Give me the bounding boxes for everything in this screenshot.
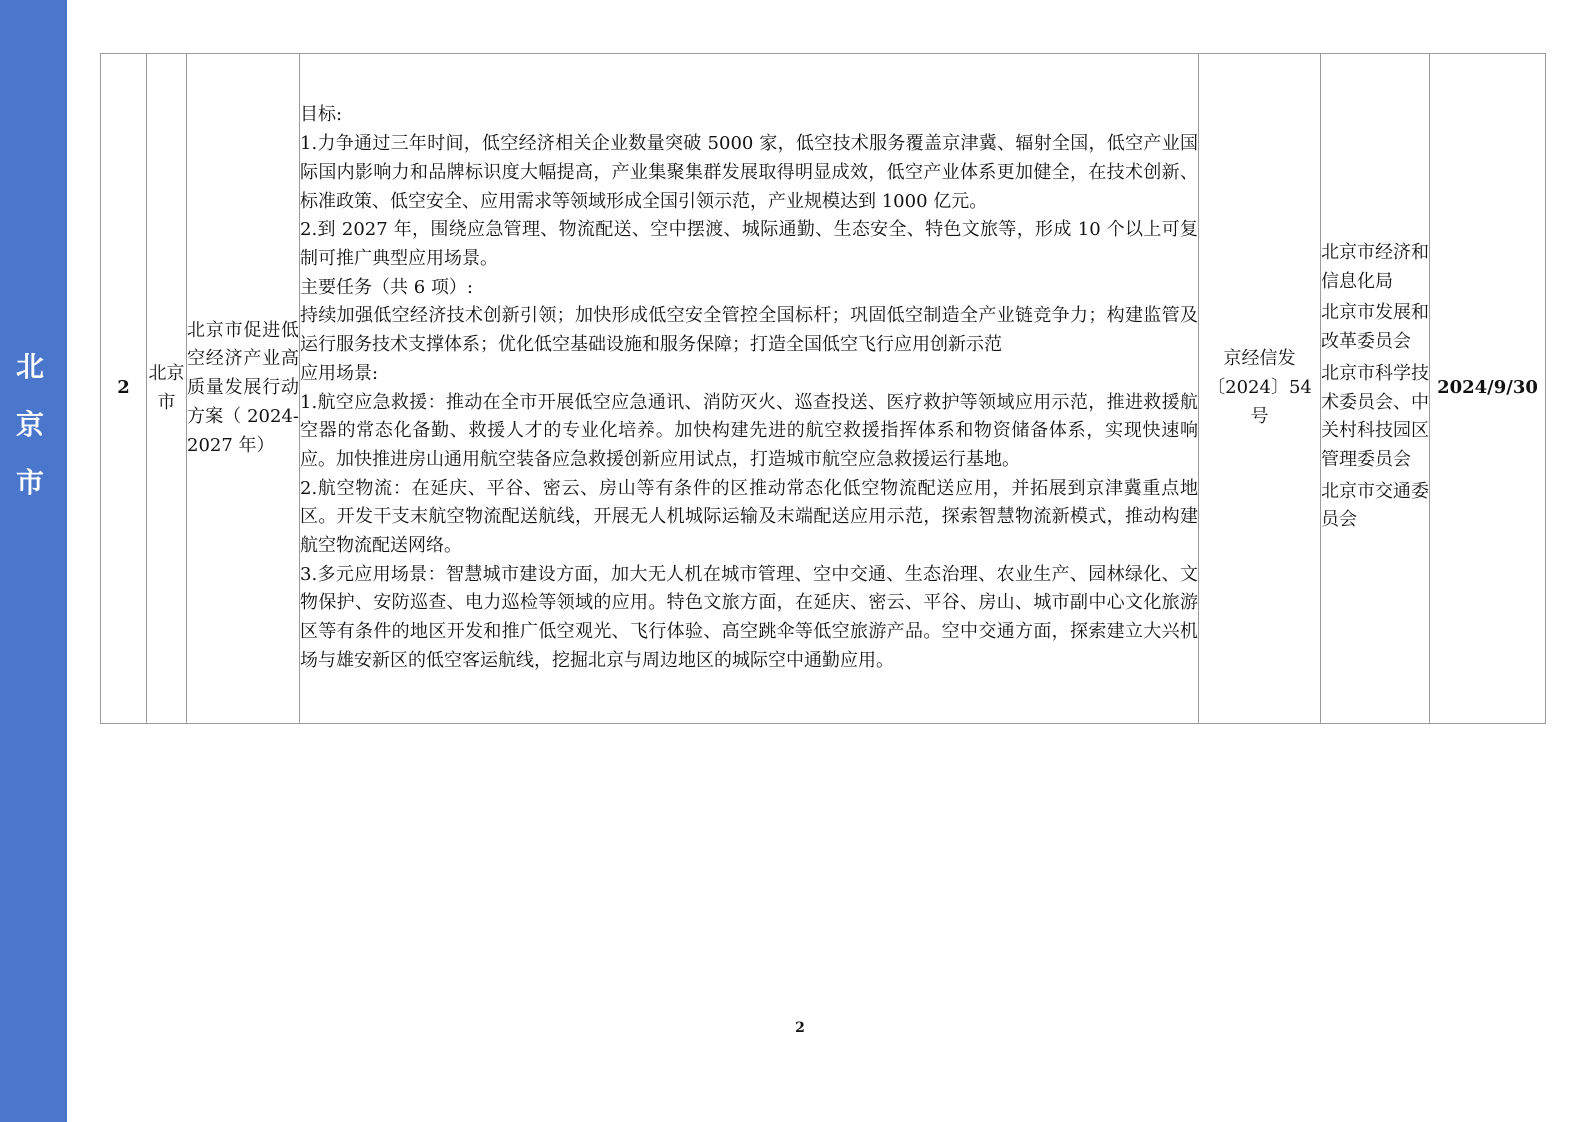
page-number: 2 xyxy=(795,1020,805,1036)
policy-title: 北京市促进低空经济产业高质量发展行动方案（ 2024-2027 年） xyxy=(187,54,300,724)
row-number: 2 xyxy=(101,54,147,724)
department-item: 北京市发展和改革委员会 xyxy=(1321,302,1429,353)
content-paragraph: 1.航空应急救援：推动在全市开展低空应急通讯、消防灭火、巡查投送、医疗救护等领域应用示范，推进救援航空器的常态化备勤、救援人才的专业化培养。加快构建先进的航空救援指挥体系和物资储备体系，实现快速响应。加快推进房山通用航空装备应急救援创新应用试点，打造城市航空应急救援运行基地。 xyxy=(300,391,1198,470)
content-paragraph: 应用场景: xyxy=(300,362,379,384)
document-number: 京经信发〔2024〕54 号 xyxy=(1199,54,1321,724)
side-region-label: 北 京 市 xyxy=(15,350,44,499)
content-paragraph: 2.到 2027 年，围绕应急管理、物流配送、空中摆渡、城际通勤、生态安全、特色文旅等，形成 10 个以上可复制可推广典型应用场景。 xyxy=(300,219,1198,269)
content-paragraph: 3.多元应用场景：智慧城市建设方面，加大无人机在城市管理、空中交通、生态治理、农业生产、园林绿化、文物保护、安防巡查、电力巡检等领域的应用。特色文旅方面，在延庆、密云、平谷、房山、城市副中心文化旅游区等有条件的地区开发和推广低空观光、飞行体验、高空跳伞等低空旅游产品。空中交通方面，探索建立大兴机场与雄安新区的低空客运航线，挖掘北京与周边地区的城际空中通勤应用。 xyxy=(300,563,1198,671)
department-list xyxy=(1321,54,1430,724)
content-paragraph: 持续加强低空经济技术创新引领；加快形成低空安全管控全国标杆；巩固低空制造全产业链竞争力；构建监管及运行服务技术支撑体系；优化低空基础设施和服务保障；打造全国低空飞行应用创新示范 xyxy=(300,305,1198,356)
table-row xyxy=(101,54,1546,724)
side-band xyxy=(0,0,67,1122)
issue-date: 2024/9/30 xyxy=(1430,54,1546,724)
department-item: 北京市经济和信息化局 xyxy=(1321,241,1429,292)
content-paragraph: 目标: xyxy=(300,104,343,126)
policy-table xyxy=(100,53,1546,724)
content-paragraph: 主要任务（共 6 项）: xyxy=(300,276,473,298)
department-item: 北京市科学技术委员会、中关村科技园区管理委员会 xyxy=(1321,362,1429,470)
city-cell: 北京市 xyxy=(147,54,187,724)
content-paragraph: 2.航空物流：在延庆、平谷、密云、房山等有条件的区推动常态化低空物流配送应用，并拓展到京津冀重点地区。开发干支末航空物流配送航线，开展无人机城际运输及末端配送应用示范，探索智慧物流新模式，推动构建航空物流配送网络。 xyxy=(300,477,1198,557)
content-paragraph: 1.力争通过三年时间，低空经济相关企业数量突破 5000 家，低空技术服务覆盖京津冀、辐射全国，低空产业国际国内影响力和品牌标识度大幅提高，产业集聚集群发展取得明显成效，低空产业体系更加健全，在技术创新、标准政策、低空安全、应用需求等领域形成全国引领示范，产业规模达到 1000 亿元。 xyxy=(300,133,1198,212)
policy-content xyxy=(300,54,1199,724)
department-item: 北京市交通委员会 xyxy=(1321,480,1429,531)
